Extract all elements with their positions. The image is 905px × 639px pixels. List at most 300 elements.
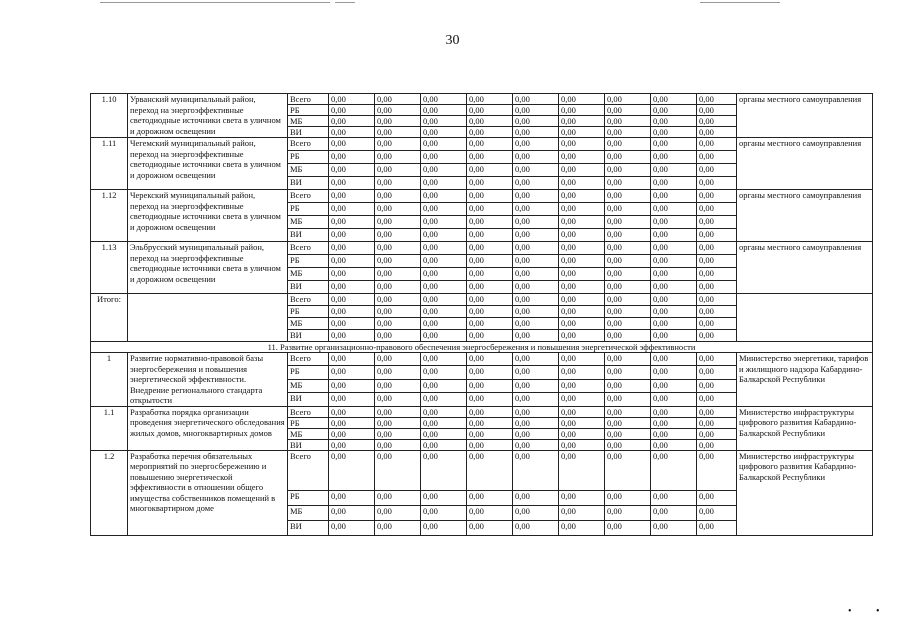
amount-cell: 0,00 xyxy=(651,151,697,164)
amount-cell: 0,00 xyxy=(421,439,467,450)
item-number: 1.11 xyxy=(91,138,128,190)
amount-cell: 0,00 xyxy=(329,366,375,379)
amount-cell: 0,00 xyxy=(467,242,513,255)
amount-cell: 0,00 xyxy=(329,393,375,406)
header-rule xyxy=(700,2,780,3)
amount-cell: 0,00 xyxy=(697,281,737,294)
amount-cell: 0,00 xyxy=(375,294,421,306)
amount-cell: 0,00 xyxy=(697,417,737,428)
amount-cell: 0,00 xyxy=(329,379,375,392)
item-number: 1.12 xyxy=(91,190,128,242)
funding-source: ВИ xyxy=(288,520,329,535)
amount-cell: 0,00 xyxy=(697,406,737,417)
amount-cell: 0,00 xyxy=(605,151,651,164)
amount-cell: 0,00 xyxy=(467,216,513,229)
amount-cell: 0,00 xyxy=(559,520,605,535)
funding-source: РБ xyxy=(288,105,329,116)
amount-cell: 0,00 xyxy=(605,439,651,450)
amount-cell: 0,00 xyxy=(467,379,513,392)
amount-cell: 0,00 xyxy=(421,353,467,366)
amount-cell: 0,00 xyxy=(329,330,375,342)
funding-source: РБ xyxy=(288,306,329,318)
funding-source: ВИ xyxy=(288,229,329,242)
amount-cell: 0,00 xyxy=(375,268,421,281)
header-rule xyxy=(100,2,330,3)
amount-cell: 0,00 xyxy=(375,318,421,330)
amount-cell: 0,00 xyxy=(651,116,697,127)
amount-cell: 0,00 xyxy=(467,116,513,127)
scan-mark: • xyxy=(848,606,852,617)
funding-source: Всего xyxy=(288,242,329,255)
funding-source: МБ xyxy=(288,164,329,177)
responsible-party: органы местного самоуправления xyxy=(737,138,873,190)
amount-cell: 0,00 xyxy=(651,127,697,138)
amount-cell: 0,00 xyxy=(375,255,421,268)
amount-cell: 0,00 xyxy=(605,281,651,294)
amount-cell: 0,00 xyxy=(651,330,697,342)
amount-cell: 0,00 xyxy=(559,353,605,366)
amount-cell: 0,00 xyxy=(651,190,697,203)
item-description xyxy=(128,294,288,342)
amount-cell: 0,00 xyxy=(375,203,421,216)
amount-cell: 0,00 xyxy=(513,318,559,330)
amount-cell: 0,00 xyxy=(605,330,651,342)
amount-cell: 0,00 xyxy=(651,417,697,428)
responsible-party: органы местного самоуправления xyxy=(737,94,873,138)
amount-cell: 0,00 xyxy=(467,127,513,138)
amount-cell: 0,00 xyxy=(651,379,697,392)
amount-cell: 0,00 xyxy=(605,318,651,330)
item-description: Эльбрусский муниципальный район, переход на энергоэффективные светодиодные источники света в уличном и дорожном освещении xyxy=(128,242,288,294)
amount-cell: 0,00 xyxy=(329,281,375,294)
amount-cell: 0,00 xyxy=(605,164,651,177)
amount-cell: 0,00 xyxy=(605,353,651,366)
amount-cell: 0,00 xyxy=(467,177,513,190)
funding-source: Всего xyxy=(288,138,329,151)
header-rule xyxy=(335,2,355,3)
amount-cell: 0,00 xyxy=(605,105,651,116)
amount-cell: 0,00 xyxy=(559,216,605,229)
amount-cell: 0,00 xyxy=(375,242,421,255)
funding-source: Всего xyxy=(288,190,329,203)
amount-cell: 0,00 xyxy=(605,417,651,428)
amount-cell: 0,00 xyxy=(651,94,697,105)
amount-cell: 0,00 xyxy=(605,127,651,138)
funding-source: ВИ xyxy=(288,127,329,138)
amount-cell: 0,00 xyxy=(329,216,375,229)
amount-cell: 0,00 xyxy=(329,439,375,450)
amount-cell: 0,00 xyxy=(559,151,605,164)
amount-cell: 0,00 xyxy=(513,151,559,164)
amount-cell: 0,00 xyxy=(559,330,605,342)
amount-cell: 0,00 xyxy=(421,255,467,268)
amount-cell: 0,00 xyxy=(697,177,737,190)
amount-cell: 0,00 xyxy=(697,190,737,203)
amount-cell: 0,00 xyxy=(467,105,513,116)
amount-cell: 0,00 xyxy=(605,255,651,268)
amount-cell: 0,00 xyxy=(697,216,737,229)
amount-cell: 0,00 xyxy=(375,151,421,164)
amount-cell: 0,00 xyxy=(651,505,697,520)
funding-source: МБ xyxy=(288,428,329,439)
amount-cell: 0,00 xyxy=(651,353,697,366)
amount-cell: 0,00 xyxy=(421,229,467,242)
amount-cell: 0,00 xyxy=(467,151,513,164)
amount-cell: 0,00 xyxy=(651,242,697,255)
amount-cell: 0,00 xyxy=(375,450,421,490)
item-description: Развитие нормативно-правовой базы энергосбережения и повышения энергетической эффективности. Внедрение регионального стандарта открытости xyxy=(128,353,288,407)
amount-cell: 0,00 xyxy=(697,520,737,535)
amount-cell: 0,00 xyxy=(605,520,651,535)
amount-cell: 0,00 xyxy=(651,318,697,330)
amount-cell: 0,00 xyxy=(697,116,737,127)
amount-cell: 0,00 xyxy=(697,306,737,318)
section-title: 11. Развитие организационно-правового обеспечения энергосбережения и повышения энергетической эффективности xyxy=(91,342,873,353)
funding-source: МБ xyxy=(288,505,329,520)
amount-cell: 0,00 xyxy=(467,306,513,318)
amount-cell: 0,00 xyxy=(467,393,513,406)
funding-source: РБ xyxy=(288,151,329,164)
amount-cell: 0,00 xyxy=(513,330,559,342)
amount-cell: 0,00 xyxy=(467,138,513,151)
amount-cell: 0,00 xyxy=(375,379,421,392)
amount-cell: 0,00 xyxy=(697,105,737,116)
amount-cell: 0,00 xyxy=(513,203,559,216)
amount-cell: 0,00 xyxy=(697,439,737,450)
amount-cell: 0,00 xyxy=(329,450,375,490)
amount-cell: 0,00 xyxy=(559,450,605,490)
amount-cell: 0,00 xyxy=(467,281,513,294)
amount-cell: 0,00 xyxy=(375,505,421,520)
responsible-party: органы местного самоуправления xyxy=(737,242,873,294)
amount-cell: 0,00 xyxy=(697,294,737,306)
amount-cell: 0,00 xyxy=(559,138,605,151)
amount-cell: 0,00 xyxy=(513,294,559,306)
amount-cell: 0,00 xyxy=(697,268,737,281)
amount-cell: 0,00 xyxy=(421,177,467,190)
table-row xyxy=(91,450,873,490)
amount-cell: 0,00 xyxy=(467,505,513,520)
amount-cell: 0,00 xyxy=(375,428,421,439)
funding-source: РБ xyxy=(288,255,329,268)
amount-cell: 0,00 xyxy=(421,505,467,520)
amount-cell: 0,00 xyxy=(421,450,467,490)
amount-cell: 0,00 xyxy=(697,490,737,505)
amount-cell: 0,00 xyxy=(605,94,651,105)
amount-cell: 0,00 xyxy=(421,151,467,164)
amount-cell: 0,00 xyxy=(605,379,651,392)
amount-cell: 0,00 xyxy=(513,127,559,138)
amount-cell: 0,00 xyxy=(651,490,697,505)
amount-cell: 0,00 xyxy=(467,255,513,268)
amount-cell: 0,00 xyxy=(329,294,375,306)
amount-cell: 0,00 xyxy=(559,366,605,379)
item-description: Черекский муниципальный район, переход на энергоэффективные светодиодные источники света в уличном и дорожном освещении xyxy=(128,190,288,242)
item-number: Итого: xyxy=(91,294,128,342)
amount-cell: 0,00 xyxy=(559,190,605,203)
table-row xyxy=(91,242,873,255)
amount-cell: 0,00 xyxy=(559,229,605,242)
amount-cell: 0,00 xyxy=(421,366,467,379)
amount-cell: 0,00 xyxy=(605,116,651,127)
amount-cell: 0,00 xyxy=(375,520,421,535)
amount-cell: 0,00 xyxy=(513,116,559,127)
amount-cell: 0,00 xyxy=(513,428,559,439)
amount-cell: 0,00 xyxy=(329,406,375,417)
amount-cell: 0,00 xyxy=(421,490,467,505)
funding-source: МБ xyxy=(288,379,329,392)
amount-cell: 0,00 xyxy=(605,428,651,439)
amount-cell: 0,00 xyxy=(421,190,467,203)
amount-cell: 0,00 xyxy=(605,203,651,216)
amount-cell: 0,00 xyxy=(513,366,559,379)
item-number: 1 xyxy=(91,353,128,407)
amount-cell: 0,00 xyxy=(651,393,697,406)
amount-cell: 0,00 xyxy=(421,164,467,177)
amount-cell: 0,00 xyxy=(467,417,513,428)
amount-cell: 0,00 xyxy=(651,255,697,268)
amount-cell: 0,00 xyxy=(513,190,559,203)
amount-cell: 0,00 xyxy=(513,229,559,242)
amount-cell: 0,00 xyxy=(375,216,421,229)
amount-cell: 0,00 xyxy=(421,116,467,127)
amount-cell: 0,00 xyxy=(467,318,513,330)
amount-cell: 0,00 xyxy=(513,520,559,535)
amount-cell: 0,00 xyxy=(697,393,737,406)
amount-cell: 0,00 xyxy=(329,255,375,268)
amount-cell: 0,00 xyxy=(467,439,513,450)
amount-cell: 0,00 xyxy=(375,177,421,190)
amount-cell: 0,00 xyxy=(697,450,737,490)
amount-cell: 0,00 xyxy=(559,127,605,138)
amount-cell: 0,00 xyxy=(605,406,651,417)
amount-cell: 0,00 xyxy=(329,190,375,203)
amount-cell: 0,00 xyxy=(329,105,375,116)
funding-source: ВИ xyxy=(288,439,329,450)
table-row xyxy=(91,353,873,366)
amount-cell: 0,00 xyxy=(329,505,375,520)
funding-source: МБ xyxy=(288,116,329,127)
funding-source: Всего xyxy=(288,406,329,417)
amount-cell: 0,00 xyxy=(421,281,467,294)
amount-cell: 0,00 xyxy=(467,428,513,439)
amount-cell: 0,00 xyxy=(467,366,513,379)
amount-cell: 0,00 xyxy=(421,379,467,392)
amount-cell: 0,00 xyxy=(697,203,737,216)
amount-cell: 0,00 xyxy=(605,177,651,190)
amount-cell: 0,00 xyxy=(513,406,559,417)
amount-cell: 0,00 xyxy=(605,190,651,203)
funding-source: РБ xyxy=(288,417,329,428)
amount-cell: 0,00 xyxy=(375,353,421,366)
amount-cell: 0,00 xyxy=(421,268,467,281)
amount-cell: 0,00 xyxy=(375,417,421,428)
amount-cell: 0,00 xyxy=(651,294,697,306)
amount-cell: 0,00 xyxy=(375,127,421,138)
responsible-party: Министерство инфраструктуры цифрового развития Кабардино-Балкарской Республики xyxy=(737,450,873,535)
page-number: 30 xyxy=(445,33,460,48)
funding-source: МБ xyxy=(288,268,329,281)
table-row xyxy=(91,294,873,306)
amount-cell: 0,00 xyxy=(421,216,467,229)
amount-cell: 0,00 xyxy=(559,294,605,306)
amount-cell: 0,00 xyxy=(467,294,513,306)
amount-cell: 0,00 xyxy=(605,393,651,406)
funding-source: Всего xyxy=(288,94,329,105)
amount-cell: 0,00 xyxy=(559,490,605,505)
amount-cell: 0,00 xyxy=(375,116,421,127)
amount-cell: 0,00 xyxy=(375,229,421,242)
amount-cell: 0,00 xyxy=(559,94,605,105)
amount-cell: 0,00 xyxy=(467,164,513,177)
amount-cell: 0,00 xyxy=(605,366,651,379)
responsible-party: органы местного самоуправления xyxy=(737,190,873,242)
amount-cell: 0,00 xyxy=(605,306,651,318)
amount-cell: 0,00 xyxy=(467,520,513,535)
amount-cell: 0,00 xyxy=(421,306,467,318)
amount-cell: 0,00 xyxy=(697,255,737,268)
funding-source: РБ xyxy=(288,490,329,505)
amount-cell: 0,00 xyxy=(651,406,697,417)
amount-cell: 0,00 xyxy=(513,450,559,490)
amount-cell: 0,00 xyxy=(697,318,737,330)
amount-cell: 0,00 xyxy=(559,505,605,520)
amount-cell: 0,00 xyxy=(605,505,651,520)
amount-cell: 0,00 xyxy=(697,151,737,164)
amount-cell: 0,00 xyxy=(605,294,651,306)
amount-cell: 0,00 xyxy=(375,138,421,151)
funding-source: Всего xyxy=(288,450,329,490)
amount-cell: 0,00 xyxy=(467,268,513,281)
amount-cell: 0,00 xyxy=(559,379,605,392)
amount-cell: 0,00 xyxy=(375,94,421,105)
amount-cell: 0,00 xyxy=(651,439,697,450)
amount-cell: 0,00 xyxy=(375,164,421,177)
amount-cell: 0,00 xyxy=(329,151,375,164)
amount-cell: 0,00 xyxy=(559,318,605,330)
amount-cell: 0,00 xyxy=(467,330,513,342)
amount-cell: 0,00 xyxy=(513,94,559,105)
amount-cell: 0,00 xyxy=(375,406,421,417)
amount-cell: 0,00 xyxy=(421,203,467,216)
amount-cell: 0,00 xyxy=(421,520,467,535)
amount-cell: 0,00 xyxy=(375,330,421,342)
amount-cell: 0,00 xyxy=(421,417,467,428)
amount-cell: 0,00 xyxy=(513,306,559,318)
amount-cell: 0,00 xyxy=(329,138,375,151)
amount-cell: 0,00 xyxy=(421,242,467,255)
scan-mark: • xyxy=(876,606,880,617)
item-description: Чегемский муниципальный район, переход на энергоэффективные светодиодные источники света в уличном и дорожном освещении xyxy=(128,138,288,190)
amount-cell: 0,00 xyxy=(375,490,421,505)
amount-cell: 0,00 xyxy=(651,306,697,318)
amount-cell: 0,00 xyxy=(329,417,375,428)
item-description: Разработка перечня обязательных мероприятий по энергосбережению и повышению энергетической эффективности в отношении общего имущества собственников помещений в многоквартирном доме xyxy=(128,450,288,535)
amount-cell: 0,00 xyxy=(375,439,421,450)
amount-cell: 0,00 xyxy=(559,164,605,177)
amount-cell: 0,00 xyxy=(513,138,559,151)
amount-cell: 0,00 xyxy=(467,406,513,417)
amount-cell: 0,00 xyxy=(329,94,375,105)
amount-cell: 0,00 xyxy=(375,105,421,116)
amount-cell: 0,00 xyxy=(375,393,421,406)
amount-cell: 0,00 xyxy=(513,255,559,268)
responsible-party: Министерство инфраструктуры цифрового развития Кабардино-Балкарской Республики xyxy=(737,406,873,450)
funding-source: РБ xyxy=(288,203,329,216)
amount-cell: 0,00 xyxy=(513,242,559,255)
amount-cell: 0,00 xyxy=(605,242,651,255)
amount-cell: 0,00 xyxy=(605,450,651,490)
amount-cell: 0,00 xyxy=(559,242,605,255)
amount-cell: 0,00 xyxy=(513,216,559,229)
amount-cell: 0,00 xyxy=(697,428,737,439)
amount-cell: 0,00 xyxy=(513,105,559,116)
amount-cell: 0,00 xyxy=(559,255,605,268)
amount-cell: 0,00 xyxy=(697,138,737,151)
amount-cell: 0,00 xyxy=(375,366,421,379)
amount-cell: 0,00 xyxy=(513,393,559,406)
amount-cell: 0,00 xyxy=(697,164,737,177)
amount-cell: 0,00 xyxy=(513,177,559,190)
amount-cell: 0,00 xyxy=(467,490,513,505)
amount-cell: 0,00 xyxy=(421,138,467,151)
amount-cell: 0,00 xyxy=(559,406,605,417)
amount-cell: 0,00 xyxy=(513,490,559,505)
amount-cell: 0,00 xyxy=(559,306,605,318)
amount-cell: 0,00 xyxy=(697,242,737,255)
amount-cell: 0,00 xyxy=(605,216,651,229)
amount-cell: 0,00 xyxy=(605,138,651,151)
amount-cell: 0,00 xyxy=(697,229,737,242)
amount-cell: 0,00 xyxy=(467,450,513,490)
amount-cell: 0,00 xyxy=(651,520,697,535)
amount-cell: 0,00 xyxy=(651,428,697,439)
amount-cell: 0,00 xyxy=(513,281,559,294)
amount-cell: 0,00 xyxy=(697,505,737,520)
amount-cell: 0,00 xyxy=(651,366,697,379)
amount-cell: 0,00 xyxy=(329,164,375,177)
amount-cell: 0,00 xyxy=(421,94,467,105)
amount-cell: 0,00 xyxy=(651,450,697,490)
amount-cell: 0,00 xyxy=(559,203,605,216)
amount-cell: 0,00 xyxy=(329,318,375,330)
amount-cell: 0,00 xyxy=(513,505,559,520)
amount-cell: 0,00 xyxy=(329,428,375,439)
amount-cell: 0,00 xyxy=(375,190,421,203)
amount-cell: 0,00 xyxy=(697,379,737,392)
amount-cell: 0,00 xyxy=(329,306,375,318)
funding-source: ВИ xyxy=(288,330,329,342)
amount-cell: 0,00 xyxy=(559,281,605,294)
amount-cell: 0,00 xyxy=(513,353,559,366)
item-number: 1.2 xyxy=(91,450,128,535)
amount-cell: 0,00 xyxy=(651,229,697,242)
amount-cell: 0,00 xyxy=(421,127,467,138)
section-row xyxy=(91,342,873,353)
amount-cell: 0,00 xyxy=(651,216,697,229)
funding-source: Всего xyxy=(288,294,329,306)
amount-cell: 0,00 xyxy=(467,229,513,242)
funding-source: ВИ xyxy=(288,281,329,294)
amount-cell: 0,00 xyxy=(605,229,651,242)
amount-cell: 0,00 xyxy=(697,330,737,342)
amount-cell: 0,00 xyxy=(329,242,375,255)
amount-cell: 0,00 xyxy=(651,268,697,281)
amount-cell: 0,00 xyxy=(329,127,375,138)
amount-cell: 0,00 xyxy=(421,406,467,417)
amount-cell: 0,00 xyxy=(559,417,605,428)
table-row xyxy=(91,138,873,151)
